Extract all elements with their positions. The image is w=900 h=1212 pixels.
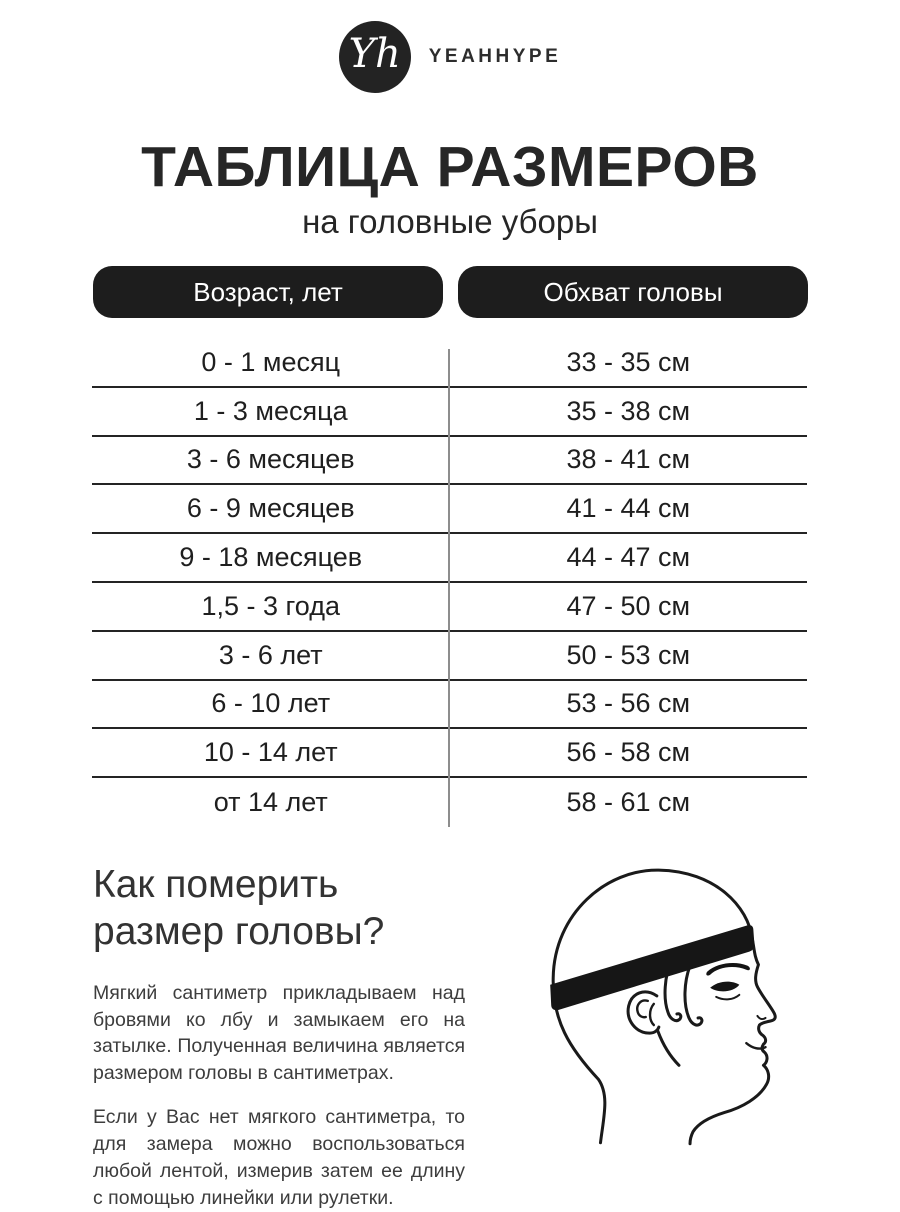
age-cell: 6 - 9 месяцев <box>186 493 355 524</box>
howto-paragraph-1: Мягкий сантиметр прикладываем над бровями ко лбу и замыкаем его на затылке. Полученная величина является размером головы в сантиметрах. <box>93 981 465 1085</box>
size-cell: 47 - 50 см <box>566 590 691 621</box>
age-cell: 3 - 6 месяцев <box>186 444 355 475</box>
size-cell: 56 - 58 см <box>566 737 691 768</box>
lower-eyelid-line <box>716 995 739 999</box>
size-cell: 41 - 44 см <box>566 493 691 524</box>
age-cell: 1 - 3 месяца <box>193 395 348 426</box>
eyebrow <box>706 963 750 976</box>
hair-lock-2 <box>685 966 702 1025</box>
size-cell: 33 - 35 см <box>566 346 691 377</box>
size-cell: 58 - 61 см <box>566 787 691 818</box>
brand-monogram: Yh <box>348 31 401 77</box>
ear-inner-detail-2 <box>650 1004 654 1025</box>
table-column-divider <box>448 349 450 827</box>
size-cell: 50 - 53 см <box>566 639 691 670</box>
size-cell: 44 - 47 см <box>566 542 691 573</box>
ear-outline <box>628 992 659 1033</box>
head-profile-svg <box>520 853 852 1185</box>
size-table <box>92 339 807 828</box>
howto-paragraph-2: Если у Вас нет мягкого сантиметра, то для замера можно воспользоваться любой лентой, измерив затем ее длину с помощью линейки или рулетки. <box>93 1106 465 1209</box>
eye <box>710 982 739 992</box>
brand-logo-circle <box>339 21 411 93</box>
age-cell: 10 - 14 лет <box>203 737 338 768</box>
ear-inner-detail-1 <box>637 1000 648 1017</box>
age-column-header: Возраст, лет <box>93 266 443 318</box>
head-outline <box>553 870 775 1144</box>
age-cell: 9 - 18 месяцев <box>179 542 363 573</box>
size-cell: 53 - 56 см <box>566 688 691 719</box>
page-subtitle: на головные уборы <box>302 203 598 240</box>
nostril-line <box>757 1016 765 1019</box>
howto-section <box>93 862 478 1212</box>
head-circumference-column-header: Обхват головы <box>458 266 808 318</box>
age-cell: 3 - 6 лет <box>218 639 323 670</box>
brand-header <box>0 21 900 93</box>
size-cell: 38 - 41 см <box>566 444 691 475</box>
ear-to-jaw-line <box>658 1031 679 1065</box>
age-cell: от 14 лет <box>213 787 328 818</box>
age-cell: 6 - 10 лет <box>211 688 331 719</box>
table-column-headers <box>93 266 808 318</box>
head-profile-illustration <box>520 853 852 1185</box>
howto-heading: Как померить размер головы? <box>93 863 385 953</box>
age-cell: 0 - 1 месяц <box>201 346 341 377</box>
size-cell: 35 - 38 см <box>566 395 691 426</box>
page-title: ТАБЛИЦА РАЗМЕРОВ <box>141 135 759 199</box>
brand-name: YEAHHYPE <box>428 46 562 67</box>
age-cell: 1,5 - 3 года <box>201 590 340 621</box>
